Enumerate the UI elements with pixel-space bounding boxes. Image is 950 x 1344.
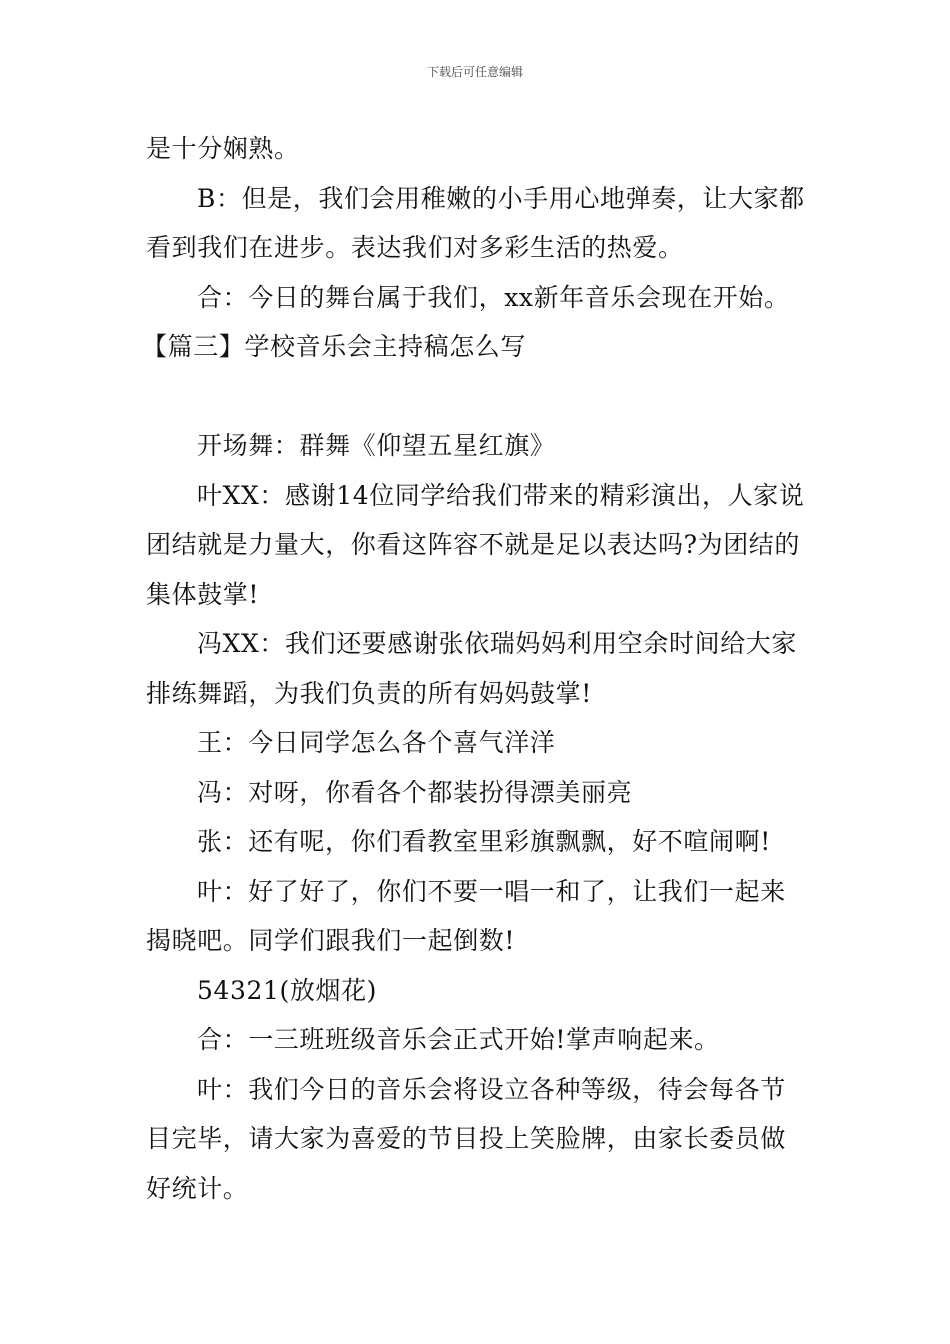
text-line: 合：今日的舞台属于我们，xx新年音乐会现在开始。 bbox=[197, 282, 790, 312]
text-line: 叶：我们今日的音乐会将设立各种等级，待会每各节 bbox=[197, 1074, 786, 1104]
text-line: 团结就是力量大，你看这阵容不就是足以表达吗?为团结的 bbox=[146, 530, 801, 559]
text-line: 冯：对呀，你看各个都装扮得漂美丽亮 bbox=[197, 777, 633, 807]
document-body bbox=[142, 124, 811, 1213]
text-line: 王：今日同学怎么各个喜气洋洋 bbox=[197, 728, 556, 757]
text-line: 叶XX：感谢14位同学给我们带来的精彩演出，人家说 bbox=[197, 480, 805, 510]
text-line: 揭晓吧。同学们跟我们一起倒数! bbox=[146, 926, 516, 955]
text-line: B：但是，我们会用稚嫩的小手用心地弹奏，让大家都 bbox=[197, 183, 805, 213]
text-line: 合：一三班班级音乐会正式开始!掌声响起来。 bbox=[197, 1025, 720, 1054]
text-line: 目完毕，请大家为喜爱的节目投上笑脸牌，由家长委员做 bbox=[146, 1124, 787, 1153]
text-line: 张：还有呢，你们看教室里彩旗飘飘，好不喧闹啊! bbox=[197, 827, 771, 856]
text-line: 看到我们在进步。表达我们对多彩生活的热爱。 bbox=[146, 233, 684, 262]
text-line: 集体鼓掌! bbox=[146, 579, 260, 609]
text-line: 排练舞蹈，为我们负责的所有妈妈鼓掌! bbox=[146, 678, 592, 708]
text-line: 54321(放烟花) bbox=[197, 975, 378, 1005]
text-line: 是十分娴熟。 bbox=[146, 134, 300, 163]
text-line: 叶：好了好了，你们不要一唱一和了，让我们一起来 bbox=[197, 876, 786, 906]
text-line: 好统计。 bbox=[146, 1173, 249, 1203]
text-line: 冯XX：我们还要感谢张依瑞妈妈利用空余时间给大家 bbox=[197, 629, 797, 658]
page-header-note: 下载后可任意编辑 bbox=[426, 65, 523, 79]
section-heading: 【篇三】学校音乐会主持稿怎么写 bbox=[142, 332, 527, 361]
text-line: 开场舞：群舞《仰望五星红旗》 bbox=[197, 431, 556, 460]
blank-line bbox=[146, 372, 811, 422]
